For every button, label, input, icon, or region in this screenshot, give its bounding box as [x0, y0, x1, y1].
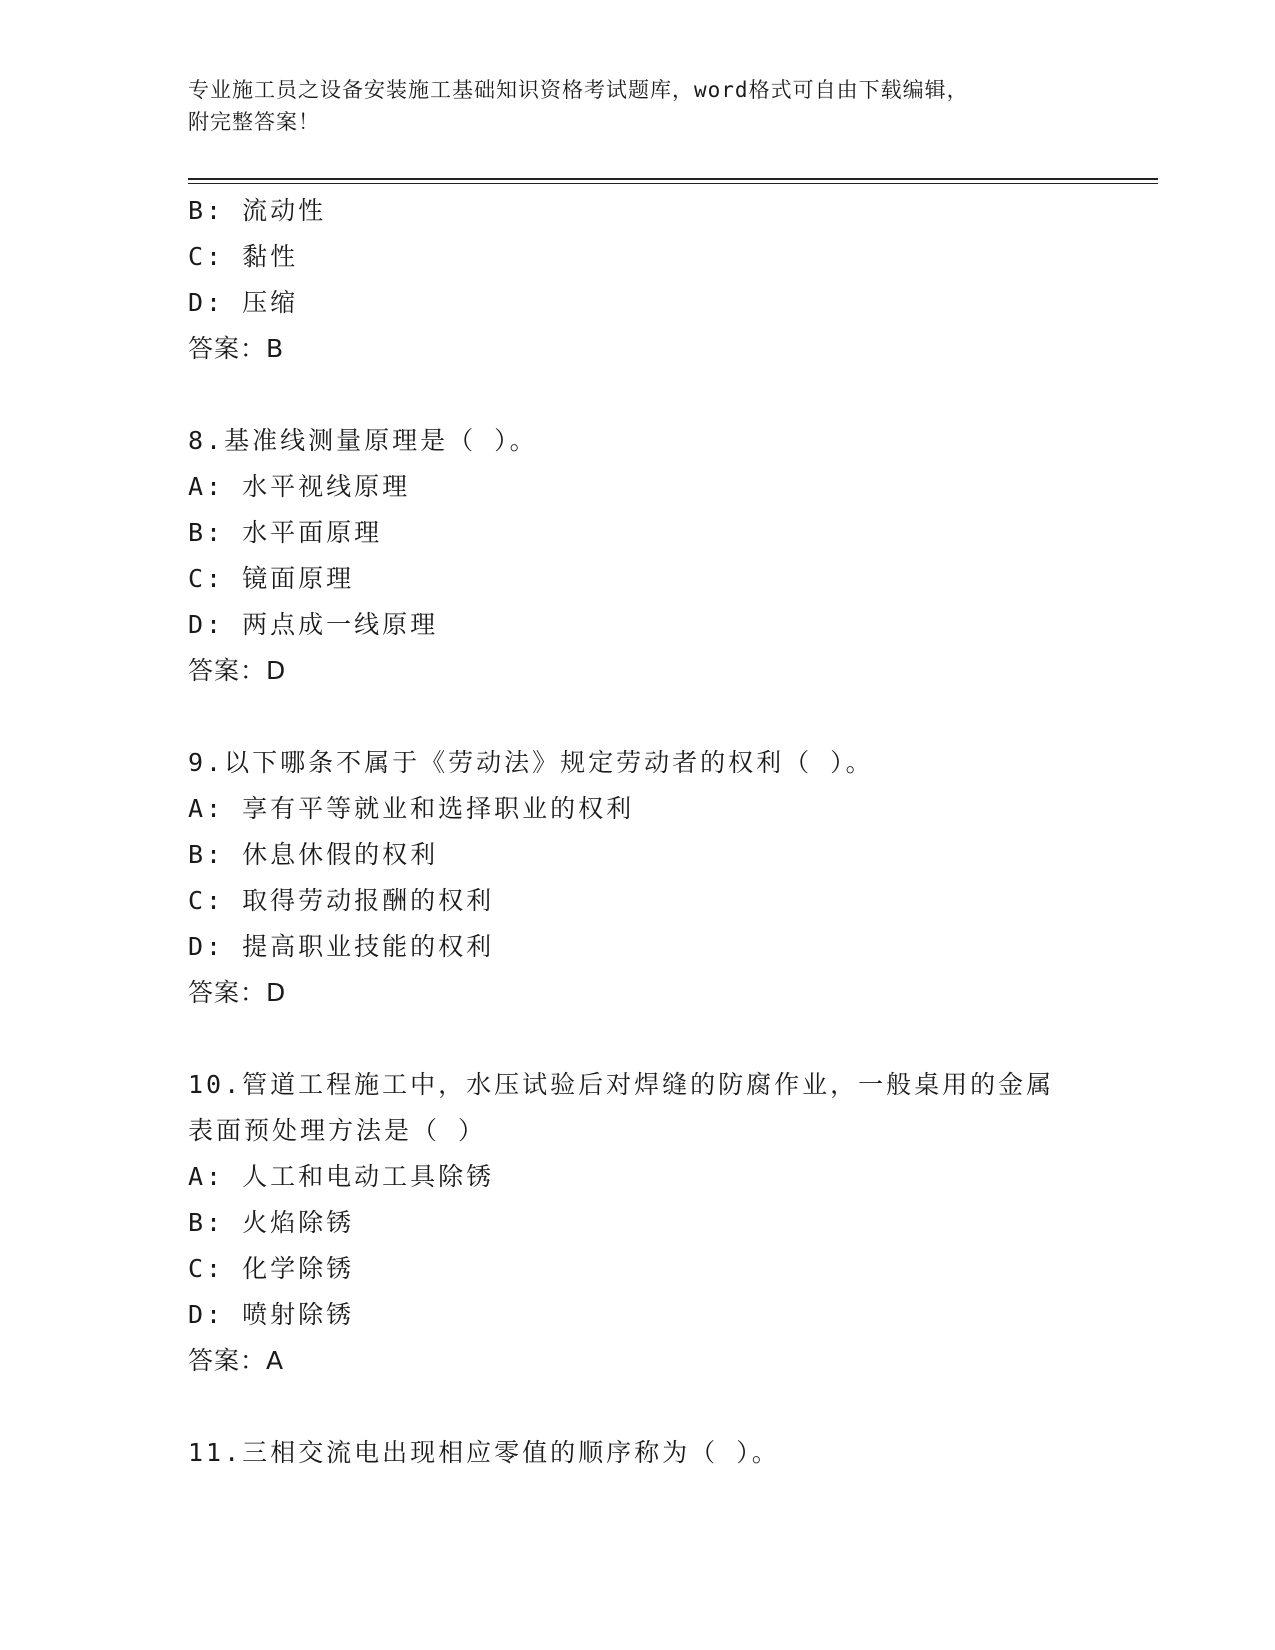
- header-divider-thick: [188, 178, 1158, 180]
- question-7-continuation: [188, 188, 1088, 372]
- option-a: A: 水平视线原理: [188, 472, 411, 501]
- question-stem: 9.以下哪条不属于《劳动法》规定劳动者的权利（ ）。: [188, 748, 874, 777]
- question-9: [188, 740, 1088, 1016]
- option-d: D: 压缩: [188, 288, 299, 317]
- option-b: B: 流动性: [188, 196, 327, 225]
- question-stem: 8.基准线测量原理是（ ）。: [188, 426, 538, 455]
- answer-line: 答案：B: [188, 334, 285, 363]
- header-divider-thin: [188, 183, 1158, 184]
- answer-line: 答案：A: [188, 1346, 285, 1375]
- option-d: D: 两点成一线原理: [188, 610, 439, 639]
- question-11: [188, 1430, 1088, 1476]
- option-a: A: 人工和电动工具除锈: [188, 1162, 495, 1191]
- option-d: D: 喷射除锈: [188, 1300, 355, 1329]
- document-header: [188, 74, 1088, 138]
- option-c: C: 镜面原理: [188, 564, 355, 593]
- answer-line: 答案：D: [188, 656, 287, 685]
- header-line-1: 专业施工员之设备安装施工基础知识资格考试题库，word格式可自由下载编辑，: [188, 78, 969, 102]
- answer-line: 答案：D: [188, 978, 287, 1007]
- option-a: A: 享有平等就业和选择职业的权利: [188, 794, 635, 823]
- question-8: [188, 418, 1088, 694]
- option-c: C: 取得劳动报酬的权利: [188, 886, 495, 915]
- question-stem-line-2: 表面预处理方法是（ ）: [188, 1116, 487, 1145]
- option-b: B: 水平面原理: [188, 518, 383, 547]
- option-b: B: 休息休假的权利: [188, 840, 439, 869]
- option-c: C: 化学除锈: [188, 1254, 355, 1283]
- option-c: C: 黏性: [188, 242, 299, 271]
- question-10: [188, 1062, 1088, 1384]
- question-stem: 11.三相交流电出现相应零值的顺序称为（ ）。: [188, 1438, 780, 1467]
- option-d: D: 提高职业技能的权利: [188, 932, 495, 961]
- header-line-2: 附完整答案！: [188, 110, 320, 134]
- option-b: B: 火焰除锈: [188, 1208, 355, 1237]
- question-stem-line-1: 10.管道工程施工中，水压试验后对焊缝的防腐作业，一般桌用的金属: [188, 1070, 1055, 1099]
- question-list: [188, 188, 1088, 1476]
